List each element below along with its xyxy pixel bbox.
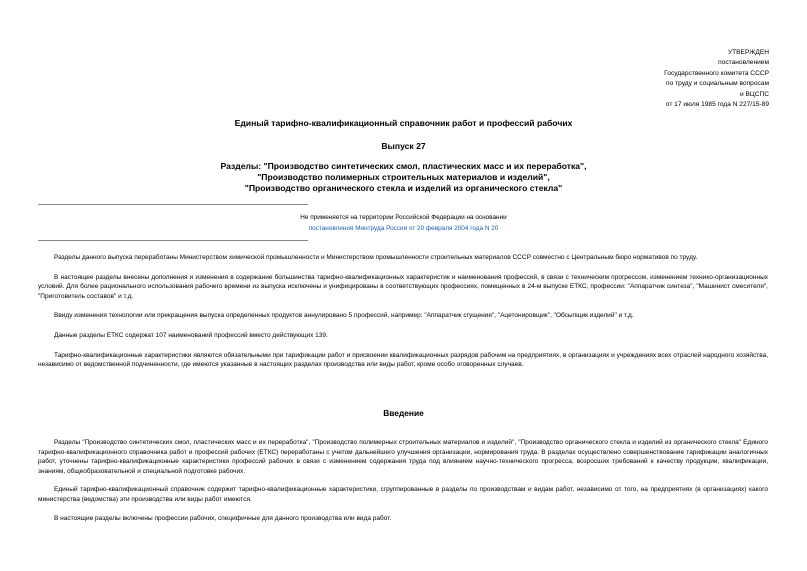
main-text: [38, 438, 768, 523]
section-heading: Введение: [383, 408, 424, 418]
issue-number: Выпуск 27: [381, 141, 426, 151]
paragraph: Единый тарифно-квалификационный справочник содержит тарифно-квалификационные характеристики, сгруппированные в разделы по производствам и видам работ, независимо от того, на предприятиях (в организациях) какого министерства (ведомства) эти производства или виды работ имеются.: [38, 486, 768, 503]
divider-top: [38, 204, 308, 205]
intro-text: [38, 253, 768, 370]
paragraph: В настоящие разделы включены профессии рабочих, специфичные для данного производства или вида работ.: [54, 514, 392, 522]
section-titles: Разделы: "Производство синтетических смол, пластических масс и их переработка", "Производство полимерных строительных материалов и изделий", "Производство органического стекла и изделий из органического стекла": [220, 161, 587, 194]
approval-line: от 17 июля 1985 года N 227/15-89: [665, 101, 769, 109]
divider-bottom: [38, 240, 308, 241]
paragraph: В настоящее разделы внесены дополнения и изменения в содержание большинства тарифно-квалификационных характеристик и наименования профессий, в связи с техническим прогрессом, изменением технико-организационных условий. Для более рационального использования рабочего времени из выпуска исключены и унифицированы в соответствующих профессиях, помещенных в 24-м выпуске ЕТКС, профессии: "Аппаратчик синтеза", "Машинист смесителя", "Приготовитель составов" и т.д.: [38, 273, 768, 300]
approval-line: УТВЕРЖДЕН: [727, 49, 769, 56]
resolution-link[interactable]: постановления Минтруда России от 20 февраля 2004 года N 20: [308, 224, 499, 232]
paragraph: Разделы "Производство синтетических смол, пластических масс и их переработка", "Производство полимерных строительных материалов и изделий", "Производство органического стекла и изделий из органического стекла" Единого тарифно-квалификационного справочника работ и профессий рабочих (ЕТКС) переработаны с учетом дальнейшего улучшения организации, нормирования труда. В разделах осуществлено совершенствование тарификации аналогичных работ, уточнены тарифно-квалификационные характеристики профессий рабочих в связи с изменением содержания труда под влиянием научно-технического прогресса, возросших требований к качеству продукции, квалификации, знаниям, общеобразовательной и специальной подготовке рабочих.: [38, 439, 768, 475]
approval-line: Государственного комитета СССР: [664, 69, 769, 77]
approval-line: и ВЦСПС: [739, 90, 769, 98]
document-title-block: [0, 117, 807, 195]
approval-stamp: [664, 48, 769, 110]
notice-text: Не применяется на территории Российской Федерации на основании: [300, 214, 507, 221]
document-title: Единый тарифно-квалификационный справочник работ и профессий рабочих: [234, 118, 573, 128]
paragraph: Ввиду изменения технологии или прекращения выпуска определенных продуктов аннулировано 5 профессий, например: "Аппаратчик сгущения", "Ацетонировщик", "Обсыпщик изделий" и т.д.: [54, 312, 634, 320]
paragraph: Данные разделы ЕТКС содержат 107 наименований профессий вместо действующих 139.: [54, 331, 328, 339]
approval-line: по труду и социальным вопросам: [666, 80, 769, 88]
validity-notice: [0, 213, 807, 234]
paragraph: Тарифно-квалификационные характеристики являются обязательными при тарификации работ и присвоении квалификационных разрядов рабочим на предприятиях, в организациях и учреждениях всех отраслей народного хозяйства, независимо от ведомственной подчиненности, где имеются указанные в настоящих разделах производства или виды работ, кроме особо оговоренных случаев.: [38, 351, 768, 369]
paragraph: Разделы данного выпуска переработаны Министерством химической промышленности и Министерством промышленности строительных материалов СССР совместно с Центральным бюро нормативов по труду.: [54, 254, 698, 261]
approval-line: постановлением: [718, 59, 769, 67]
